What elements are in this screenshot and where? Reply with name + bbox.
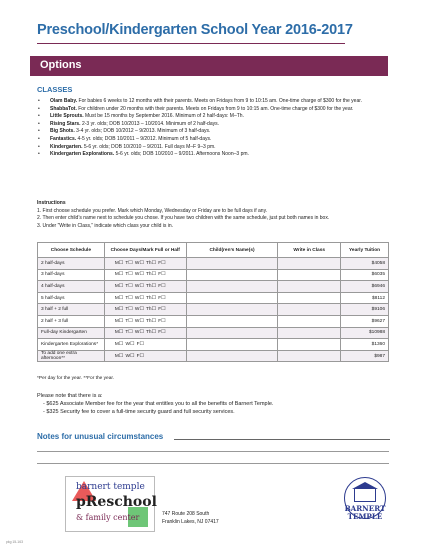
list-item: • Olam Baby. For babies 6 weeks to 12 months with their parents. Meets on Fridays from 9 to 10:15 am. One-time charge of $300 for the year. xyxy=(37,98,389,106)
schedule-cell: 2 half-days xyxy=(38,258,105,270)
days-checkboxes[interactable]: M☐ T☐ W☐ Th☐ F☐ xyxy=(104,315,186,327)
temple-seal xyxy=(339,477,391,531)
tuition-cell: $6035 xyxy=(341,269,389,281)
class-field[interactable] xyxy=(278,315,341,327)
schedule-cell: 2 half + 3 full xyxy=(38,315,105,327)
days-checkboxes[interactable]: M☐ W☐ F☐ xyxy=(104,339,186,351)
table-header-row xyxy=(38,243,389,258)
class-field[interactable] xyxy=(278,339,341,351)
class-field[interactable] xyxy=(278,327,341,339)
fees-note xyxy=(37,392,273,416)
child-name-field[interactable] xyxy=(186,327,278,339)
schedule-cell: 3 half + 2 full xyxy=(38,304,105,316)
tuition-cell: $1360 xyxy=(341,339,389,351)
logo-line-2: pReschool xyxy=(76,494,157,510)
list-item: • Little Sprouts. Must be 15 months by September 2016. Minimum of 2 half-days: M–Th. xyxy=(37,113,389,121)
table-row xyxy=(38,315,389,327)
class-field[interactable] xyxy=(278,304,341,316)
options-label: Options xyxy=(40,59,82,71)
seal-building-icon xyxy=(354,488,376,502)
list-item: • Kindergarten. 5-6 yr. olds; DOB 10/2010 – 9/2011. Full days M–F 9–3 pm. xyxy=(37,144,389,152)
schedule-cell: 3 half-days xyxy=(38,269,105,281)
notes-heading: Notes for unusual circumstances xyxy=(37,432,164,441)
days-checkboxes[interactable]: M☐ T☐ W☐ Th☐ F☐ xyxy=(104,327,186,339)
tuition-cell: $9106 xyxy=(341,304,389,316)
days-checkboxes[interactable]: M☐ T☐ W☐ Th☐ F☐ xyxy=(104,292,186,304)
address-line-2: Franklin Lakes, NJ 07417 xyxy=(162,519,219,525)
schedule-cell: Kindergarten Explorations* xyxy=(38,339,105,351)
days-checkboxes[interactable]: M☐ T☐ W☐ Th☐ F☐ xyxy=(104,269,186,281)
header-days: Choose Days/Mark Full or Half xyxy=(104,243,186,258)
logo-line-1: barnert temple xyxy=(76,482,145,492)
list-item: • Kindergarten Explorations. 5-6 yr. olds; DOB 10/2010 – 9/2011. Afternoons Noon–3 pm. xyxy=(37,151,389,159)
child-name-field[interactable] xyxy=(186,350,278,362)
table-row xyxy=(38,269,389,281)
schedule-table xyxy=(37,242,389,362)
class-field[interactable] xyxy=(278,258,341,270)
seal-line-1: BARNERT xyxy=(344,504,386,513)
table-row xyxy=(38,304,389,316)
days-checkboxes[interactable]: M☐ T☐ W☐ Th☐ F☐ xyxy=(104,304,186,316)
table-row xyxy=(38,258,389,270)
instructions-heading: Instructions xyxy=(37,200,66,206)
tuition-cell: $8112 xyxy=(341,292,389,304)
table-row xyxy=(38,292,389,304)
days-checkboxes[interactable]: M☐ T☐ W☐ Th☐ F☐ xyxy=(104,281,186,293)
instruction-step: 2. Then enter child’s name next to schedule you chose. If you have two children with the same schedule, just put both names in box. xyxy=(37,215,330,222)
tuition-cell: $6946 xyxy=(341,281,389,293)
tuition-cell: $9627 xyxy=(341,315,389,327)
child-name-field[interactable] xyxy=(186,292,278,304)
header-child-names: Child(ren’s Name(s) xyxy=(186,243,278,258)
fees-note-item: - $325 Security fee to cover a full-time security guard and full security services. xyxy=(43,409,235,415)
address-line-1: 747 Route 208 South xyxy=(162,511,210,517)
address xyxy=(162,510,219,526)
notes-line[interactable] xyxy=(37,451,389,452)
title-rule xyxy=(37,43,345,44)
class-list xyxy=(37,98,389,159)
tuition-cell: $4058 xyxy=(341,258,389,270)
seal-line-2: TEMPLE xyxy=(347,512,383,521)
table-footnote: *Per day for the year. **For the year. xyxy=(37,376,115,381)
tuition-cell: $987 xyxy=(341,350,389,362)
child-name-field[interactable] xyxy=(186,304,278,316)
table-row xyxy=(38,281,389,293)
child-name-field[interactable] xyxy=(186,339,278,351)
schedule-cell: Full-day Kindergarten xyxy=(38,327,105,339)
list-item: • ShabbaTot. For children under 20 months with their parents. Meets on Fridays from 9 to 10:15 am. One-time charge of $300 for the year. xyxy=(37,106,389,114)
header-schedule: Choose Schedule xyxy=(38,243,105,258)
options-banner xyxy=(30,56,388,76)
page-code: pkg 15-163 xyxy=(6,540,23,544)
list-item: • Big Shots. 3-4 yr. olds; DOB 10/2012 – 9/2013. Minimum of 3 half-days. xyxy=(37,128,389,136)
tuition-cell: $10988 xyxy=(341,327,389,339)
notes-rule xyxy=(174,439,390,440)
instructions xyxy=(37,200,389,230)
class-field[interactable] xyxy=(278,350,341,362)
schedule-cell: To add one extra afternoon** xyxy=(38,350,105,362)
logo-line-3: & family center xyxy=(76,513,140,522)
days-checkboxes[interactable]: M☐ T☐ W☐ Th☐ F☐ xyxy=(104,258,186,270)
child-name-field[interactable] xyxy=(186,258,278,270)
table-row xyxy=(38,339,389,351)
days-checkboxes[interactable]: M☐ W☐ F☐ xyxy=(104,350,186,362)
table-row xyxy=(38,327,389,339)
preschool-logo xyxy=(65,476,155,532)
instruction-step: 3. Under “Write in Class,” indicate which class your child is in. xyxy=(37,222,174,229)
notes-line[interactable] xyxy=(37,463,389,464)
class-field[interactable] xyxy=(278,269,341,281)
list-item: • Fantastics. 4-5 yr. olds; DOB 10/2011 – 9/2012. Minimum of 5 half-days. xyxy=(37,136,389,144)
classes-heading: CLASSES xyxy=(37,85,73,94)
class-field[interactable] xyxy=(278,281,341,293)
fees-note-lead: Please note that there is a: xyxy=(37,393,103,399)
header-tuition: Yearly Tuition xyxy=(341,243,389,258)
child-name-field[interactable] xyxy=(186,281,278,293)
list-item: • Rising Stars. 2-3 yr. olds; DOB 10/2013 – 10/2014. Minimum of 2 half-days. xyxy=(37,121,389,129)
child-name-field[interactable] xyxy=(186,315,278,327)
schedule-cell: 4 half-days xyxy=(38,281,105,293)
table-row xyxy=(38,350,389,362)
fees-note-item: - $625 Associate Member fee for the year that entitles you to all the benefits of Barnert Temple. xyxy=(43,401,274,407)
header-class: Write in Class xyxy=(278,243,341,258)
schedule-cell: 5 half-days xyxy=(38,292,105,304)
class-field[interactable] xyxy=(278,292,341,304)
instruction-step: 1. First choose schedule you prefer. Mark which Monday, Wednesday or Friday are to be full days if any. xyxy=(37,207,268,214)
page-title: Preschool/Kindergarten School Year 2016-2017 xyxy=(37,22,353,38)
child-name-field[interactable] xyxy=(186,269,278,281)
